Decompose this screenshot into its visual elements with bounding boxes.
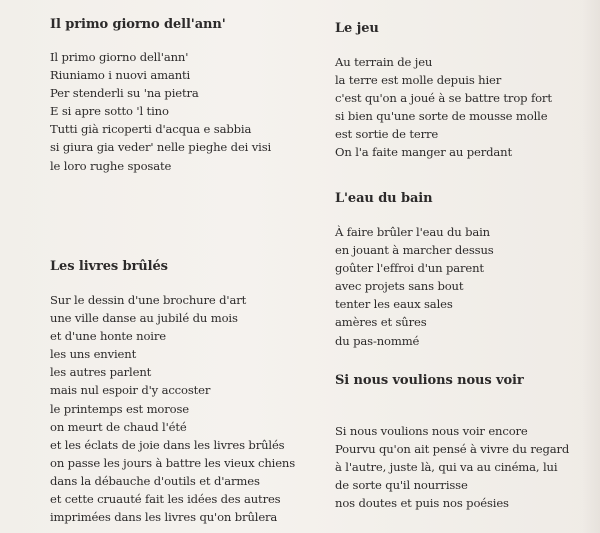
poem-line: On l'a faite manger au perdant: [335, 145, 512, 160]
poem-eau-du-bain: [335, 190, 585, 350]
poem-title: Il primo giorno dell'ann': [50, 17, 226, 32]
poem-line: Tutti già ricoperti d'acqua e sabbia: [50, 122, 252, 137]
poem-line: on passe les jours à battre les vieux chiens: [50, 455, 296, 470]
poem-line: Pourvu qu'on ait pensé à vivre du regard: [335, 442, 570, 457]
poem-line: dans la débauche d'outils et d'armes: [50, 473, 260, 488]
poem-line: Per stenderli su 'na pietra: [50, 86, 199, 101]
poem-line: mais nul espoir d'y accoster: [50, 383, 211, 398]
poem-line: avec projets sans bout: [335, 279, 464, 294]
poem-line: et d'une honte noire: [50, 329, 166, 344]
right-column: [335, 0, 585, 533]
poem-le-jeu: [335, 20, 585, 162]
poem-lines: [50, 48, 320, 175]
poem-line: de sorte qu'il nourrisse: [335, 478, 468, 493]
poem-line: le loro rughe sposate: [50, 158, 172, 173]
page-edge-shadow: [582, 0, 600, 533]
poem-line: Sur le dessin d'une brochure d'art: [50, 293, 247, 307]
poem-lines: [335, 223, 585, 350]
poem-line: Riuniamo i nuovi amanti: [50, 68, 191, 83]
poem-line: amères et sûres: [335, 315, 427, 330]
poem-lines: [335, 53, 585, 162]
poem-line: Il primo giorno dell'ann': [50, 50, 189, 64]
poem-line: et les éclats de joie dans les livres brûlés: [50, 437, 285, 452]
poem-line: on meurt de chaud l'été: [50, 419, 187, 434]
poem-title: L'eau du bain: [335, 191, 433, 206]
poem-title: Le jeu: [335, 21, 379, 36]
left-column: [50, 0, 320, 533]
poem-line: la terre est molle depuis hier: [335, 73, 502, 88]
poem-line: Si nous voulions nous voir encore: [335, 424, 528, 438]
poem-title: Les livres brûlés: [50, 259, 168, 274]
poem-line: en jouant à marcher dessus: [335, 243, 494, 258]
poem-line: si giura gia veder' nelle pieghe dei visi: [50, 140, 272, 155]
poem-lines: [50, 291, 320, 526]
poem-line: une ville danse au jubilé du mois: [50, 311, 238, 326]
poem-line: le printemps est morose: [50, 401, 189, 416]
poem-line: imprimées dans les livres qu'on brûlera: [50, 510, 278, 525]
poem-line: goûter l'effroi d'un parent: [335, 261, 484, 276]
poem-line: À faire brûler l'eau du bain: [335, 225, 490, 239]
poem-line: nos doutes et puis nos poésies: [335, 496, 509, 511]
poem-line: est sortie de terre: [335, 127, 439, 142]
poem-line: à l'autre, juste là, qui va au cinéma, lui: [335, 460, 558, 475]
poem-line: tenter les eaux sales: [335, 297, 453, 312]
poem-line: c'est qu'on a joué à se battre trop fort: [335, 91, 552, 106]
poem-line: Au terrain de jeu: [335, 55, 433, 69]
poem-line: si bien qu'une sorte de mousse molle: [335, 109, 548, 124]
poem-si-nous-voulions: [335, 372, 585, 512]
poem-line: les autres parlent: [50, 365, 152, 380]
poem-primo-giorno: [50, 16, 320, 175]
poem-line: et cette cruauté fait les idées des autres: [50, 492, 281, 507]
poem-livres-brules: [50, 258, 320, 526]
poem-line: E si apre sotto 'l tino: [50, 104, 169, 119]
poem-title: Si nous voulions nous voir: [335, 373, 524, 388]
poem-line: les uns envient: [50, 347, 137, 362]
poem-lines: [335, 422, 585, 512]
poem-line: du pas-nommé: [335, 333, 420, 348]
